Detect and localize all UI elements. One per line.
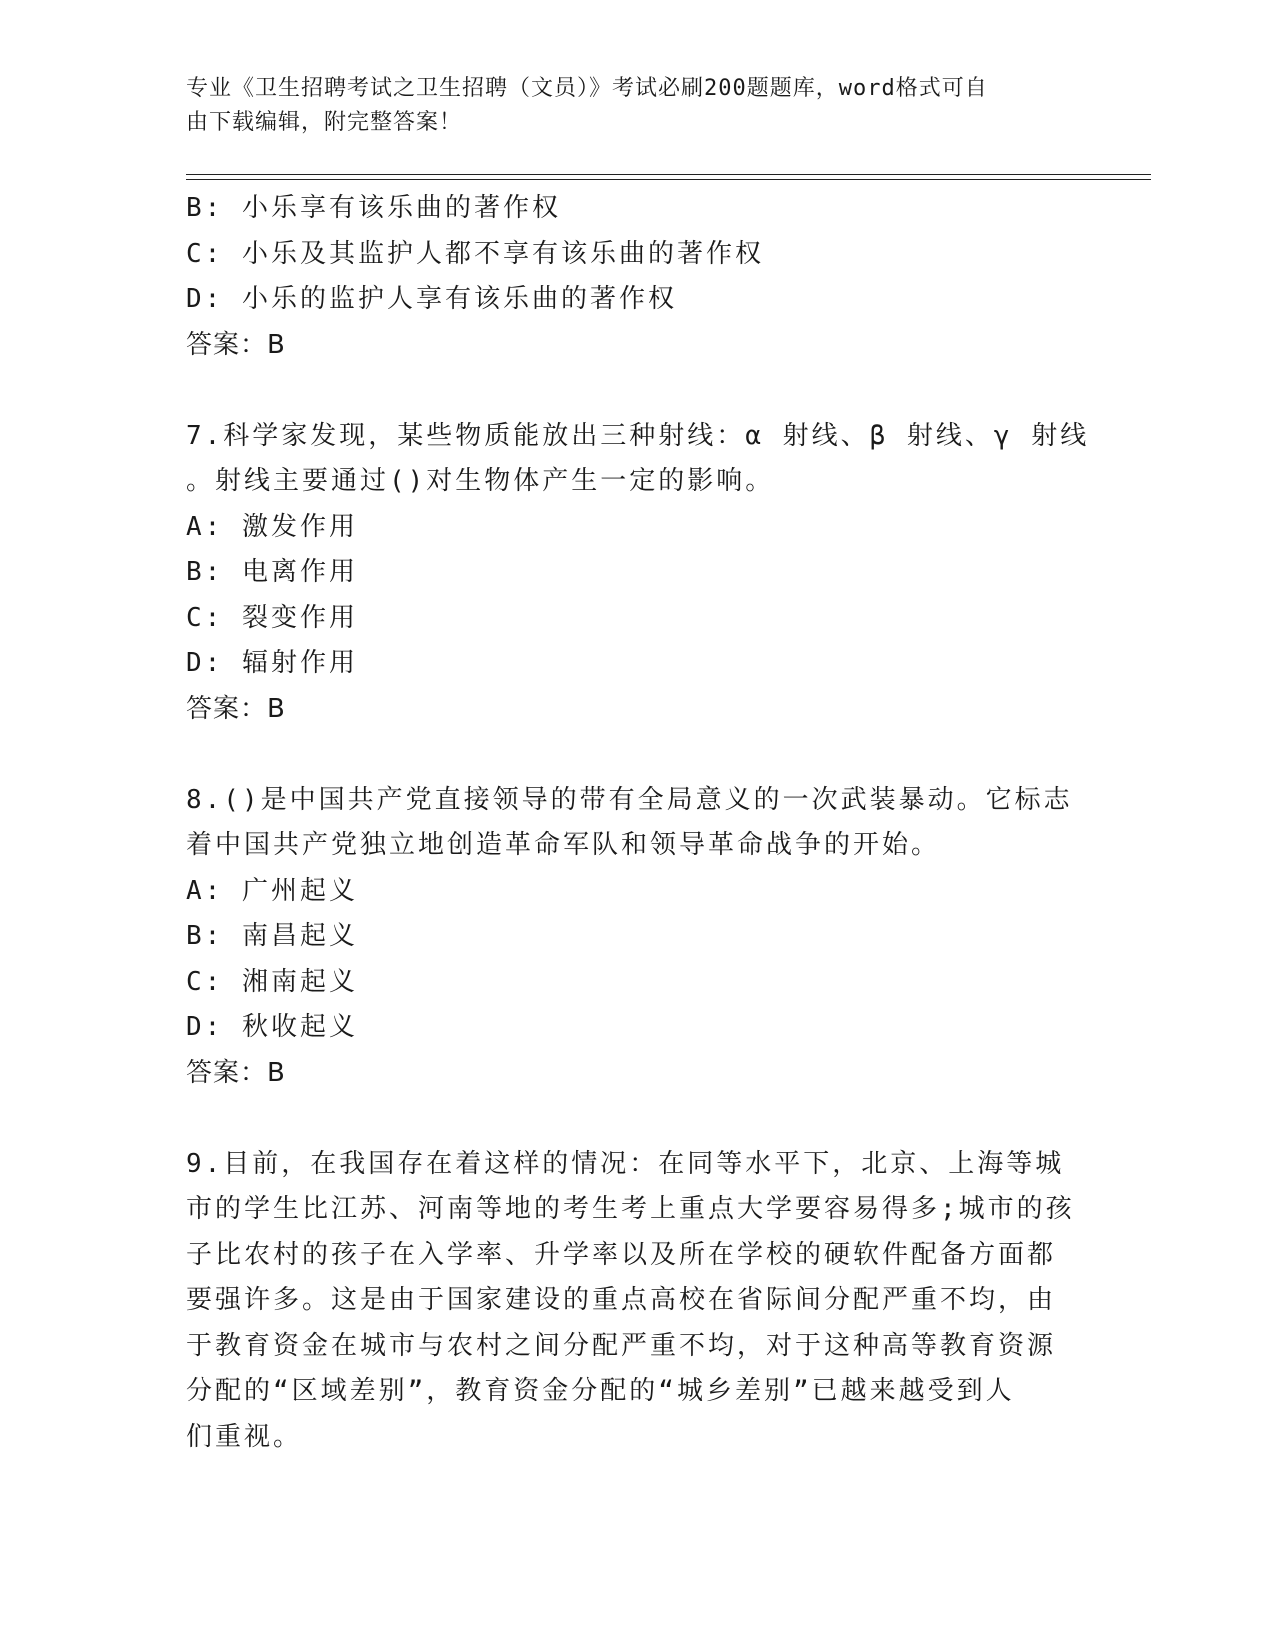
spacer (186, 732, 1086, 778)
question-9-text-line-3: 子比农村的孩子在入学率、升学率以及所在学校的硬软件配备方面都 (186, 1239, 1057, 1270)
option-d: D: 小乐的监护人享有该乐曲的著作权 (186, 284, 677, 314)
document-header (186, 72, 1066, 140)
question-9-text-line-4: 要强许多。这是由于国家建设的重点高校在省际间分配严重不均，由 (186, 1285, 1057, 1315)
question-block-7 (186, 414, 1090, 733)
option-a: A: 广州起义 (186, 875, 358, 906)
question-block-8 (186, 778, 1086, 1097)
header-title-line-1: 专业《卫生招聘考试之卫生招聘（文员）》考试必刷200题题库，word格式可自 (186, 76, 988, 101)
question-8-text-line-1: 8.()是中国共产党直接领导的带有全局意义的一次武装暴动。它标志 (186, 784, 1073, 815)
option-d: D: 秋收起义 (186, 1012, 358, 1042)
question-7-text-line-2: 。射线主要通过()对生物体产生一定的影响。 (186, 466, 775, 496)
question-9-text-line-1: 9.目前，在我国存在着这样的情况：在同等水平下，北京、上海等城 (186, 1148, 1065, 1179)
option-c: C: 小乐及其监护人都不享有该乐曲的著作权 (186, 238, 764, 269)
option-b: B: 电离作用 (186, 557, 358, 587)
question-9-text-line-6: 分配的“区域差别”，教育资金分配的“城乡差别”已越来越受到人 (186, 1376, 1015, 1406)
spacer (186, 1096, 1086, 1142)
option-c: C: 湘南起义 (186, 966, 358, 997)
spacer (186, 368, 1086, 414)
answer-label: 答案：B (186, 693, 286, 724)
option-b: B: 小乐享有该乐曲的著作权 (186, 193, 561, 223)
question-9-text-line-2: 市的学生比江苏、河南等地的考生考上重点大学要容易得多;城市的孩 (186, 1194, 1075, 1224)
option-a: A: 激发作用 (186, 511, 358, 542)
header-title-line-2: 由下载编辑，附完整答案！ (186, 110, 463, 135)
option-b: B: 南昌起义 (186, 921, 358, 951)
option-d: D: 辐射作用 (186, 648, 358, 678)
question-7-text-line-1: 7.科学家发现，某些物质能放出三种射线：α 射线、β 射线、γ 射线 (186, 420, 1090, 451)
question-9-text-line-5: 于教育资金在城市与农村之间分配严重不均，对于这种高等教育资源 (186, 1330, 1057, 1361)
header-divider (186, 174, 1151, 180)
question-8-text-line-2: 着中国共产党独立地创造革命军队和领导革命战争的开始。 (186, 830, 941, 860)
option-c: C: 裂变作用 (186, 602, 358, 633)
answer-label: 答案：B (186, 329, 286, 360)
answer-label: 答案：B (186, 1057, 286, 1088)
question-block-prev (186, 186, 1086, 368)
document-body (186, 186, 1090, 1460)
question-9-text-line-7: 们重视。 (186, 1421, 303, 1452)
question-block-9 (186, 1142, 1086, 1461)
